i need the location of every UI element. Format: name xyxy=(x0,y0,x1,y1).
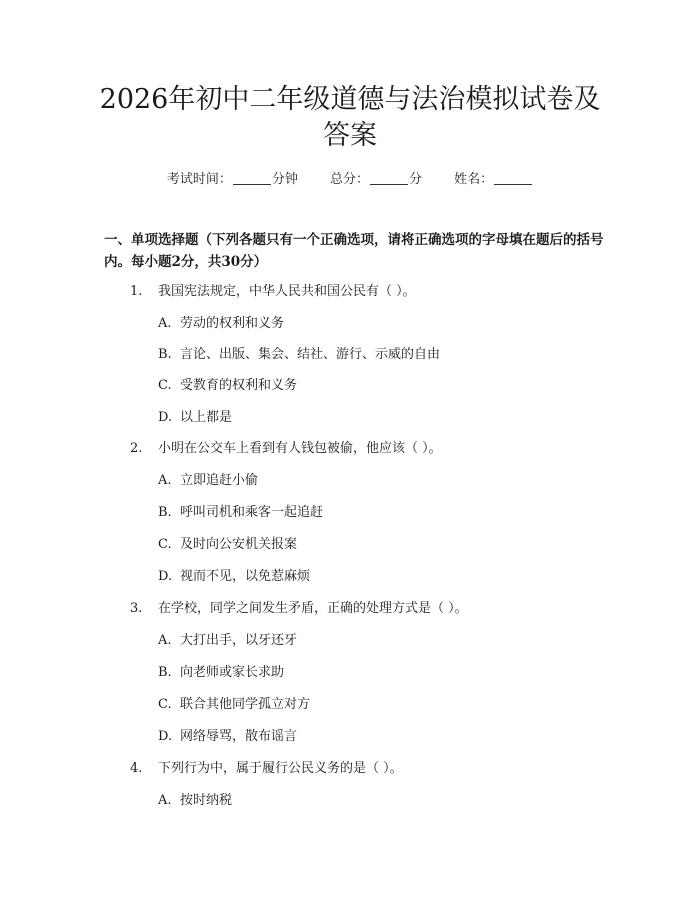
question-3 xyxy=(130,600,468,618)
option-text: 大打出手，以牙还牙 xyxy=(180,633,298,648)
question-2 xyxy=(130,440,442,458)
option-2a xyxy=(158,472,258,490)
option-text: 立即追赶小偷 xyxy=(180,473,259,488)
total-score-unit: 分 xyxy=(409,172,423,187)
option-text: 视而不见，以免惹麻烦 xyxy=(180,569,311,584)
option-letter: D. xyxy=(158,729,173,744)
option-1b xyxy=(158,346,440,364)
option-4a xyxy=(158,792,232,810)
total-score-label: 总分： xyxy=(329,172,369,187)
question-text: 小明在公交车上看到有人钱包被偷，他应该（ ）。 xyxy=(158,441,442,456)
option-3a xyxy=(158,632,297,650)
option-letter: A. xyxy=(158,316,172,331)
total-score-blank xyxy=(370,172,408,185)
option-letter: C. xyxy=(158,378,172,393)
question-1 xyxy=(130,283,416,301)
name-label: 姓名： xyxy=(454,172,494,187)
option-letter: B. xyxy=(158,665,172,680)
question-text: 下列行为中，属于履行公民义务的是（ ）。 xyxy=(158,761,403,776)
option-2b xyxy=(158,504,323,522)
option-text: 及时向公安机关报案 xyxy=(180,537,298,552)
option-3d xyxy=(158,728,297,746)
option-3b xyxy=(158,664,284,682)
option-text: 网络辱骂，散布谣言 xyxy=(180,729,298,744)
exam-meta xyxy=(0,168,700,187)
option-3c xyxy=(158,696,310,714)
question-number: 2. xyxy=(130,441,143,456)
option-letter: B. xyxy=(158,505,172,520)
option-text: 受教育的权利和义务 xyxy=(180,378,298,393)
exam-time-field xyxy=(167,172,302,187)
question-text: 我国宪法规定，中华人民共和国公民有（ ）。 xyxy=(158,284,416,299)
question-number: 4. xyxy=(130,761,143,776)
option-text: 呼叫司机和乘客一起追赶 xyxy=(180,505,324,520)
option-1c xyxy=(158,377,297,395)
question-4 xyxy=(130,760,403,778)
option-text: 按时纳税 xyxy=(180,793,233,808)
question-number: 1. xyxy=(130,284,143,299)
option-text: 向老师或家长求助 xyxy=(180,665,285,680)
option-letter: D. xyxy=(158,410,173,425)
name-field xyxy=(454,172,533,187)
option-letter: A. xyxy=(158,473,172,488)
total-score-field xyxy=(330,172,426,187)
option-text: 联合其他同学孤立对方 xyxy=(180,697,311,712)
name-blank xyxy=(494,172,532,185)
option-letter: A. xyxy=(158,633,172,648)
option-1a xyxy=(158,315,284,333)
option-2c xyxy=(158,536,297,554)
exam-time-unit: 分钟 xyxy=(271,172,298,187)
option-1d xyxy=(158,409,232,427)
option-2d xyxy=(158,568,310,586)
question-number: 3. xyxy=(130,601,143,616)
option-text: 言论、出版、集会、结社、游行、示威的自由 xyxy=(180,347,441,362)
option-letter: D. xyxy=(158,569,173,584)
question-text: 在学校，同学之间发生矛盾，正确的处理方式是（ ）。 xyxy=(158,601,468,616)
option-letter: C. xyxy=(158,697,172,712)
option-letter: A. xyxy=(158,793,172,808)
option-text: 以上都是 xyxy=(180,410,233,425)
exam-time-label: 考试时间： xyxy=(166,172,232,187)
section-heading: 一、单项选择题（下列各题只有一个正确选项，请将正确选项的字母填在题后的括号内。每小题2分，共30分） xyxy=(104,232,604,270)
option-letter: C. xyxy=(158,537,172,552)
exam-time-blank xyxy=(233,172,271,185)
option-text: 劳动的权利和义务 xyxy=(180,316,285,331)
option-letter: B. xyxy=(158,347,172,362)
page-title: 2026年初中二年级道德与法治模拟试卷及答案 xyxy=(99,84,601,151)
